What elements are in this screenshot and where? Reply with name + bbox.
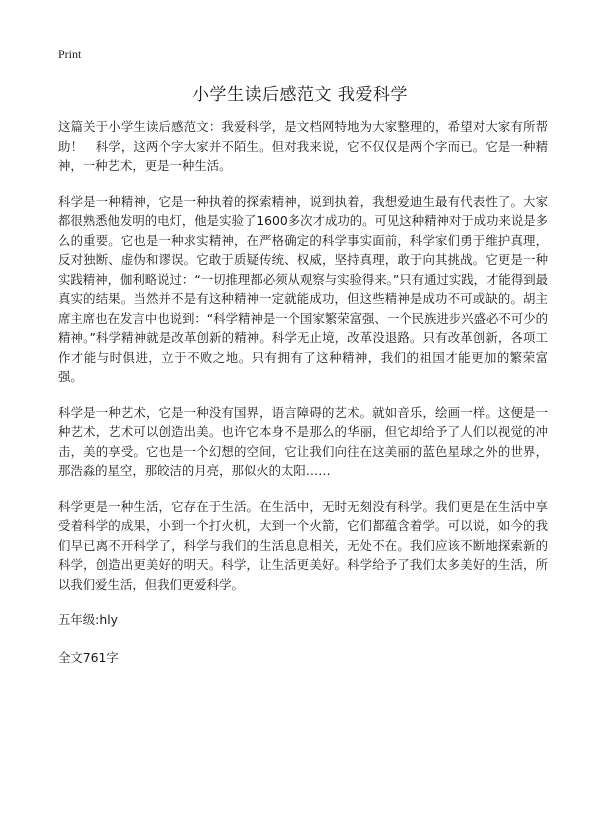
article-paragraph-intro: 这篇关于小学生读后感范文：我爱科学，是文档网特地为大家整理的，希望对大家有所帮助！ 科学，这两个字大家并不陌生。但对我来说，它不仅仅是两个字而已。它是一种精神，一种艺术，更是一种生活。: [58, 119, 548, 173]
article-paragraph-art: 科学是一种艺术，它是一种没有国界，语言障碍的艺术。就如音乐，绘画一样。这便是一种艺术，艺术可以创造出美。也许它本身不是那么的华丽，但它却给予了人们以视觉的冲击，美的享受。它也是一个幻想的空间，它让我们向往在这美丽的蓝色星球之外的世界，那浩淼的星空，那皎洁的月亮，那似火的太阳……: [58, 404, 548, 478]
word-count: 全文761字: [58, 649, 119, 665]
print-link[interactable]: Print: [58, 47, 82, 61]
article-paragraph-spirit: 科学是一种精神，它是一种执着的探索精神，说到执着，我想爱迪生最有代表性了。大家都很熟悉他发明的电灯，他是实验了1600多次才成功的。可见这种精神对于成功来说是多么的重要。它也是一种求实精神，在严格确定的科学事实面前，科学家们勇于维护真理，反对独断、虚伪和谬误。它敢于质疑传统、权威，坚持真理，敢于向其挑战。它更是一种实践精神，伽利略说过：“一切推理都必须从观察与实验得来。”只有通过实践，才能得到最真实的结果。当然并不是有这种精神一定就能成功，但这些精神是成功不可或缺的。胡主席主席也在发言中也说到：“科学精神是一个国家繁荣富强、一个民族进步兴盛必不可少的精神。”科学精神就是改革创新的精神。科学无止境，改革没退路。只有改革创新，各项工作才能与时俱进，立于不败之地。只有拥有了这种精神，我们的祖国才能更加的繁荣富强。: [58, 193, 548, 384]
article-title: 小学生读后感范文 我爱科学: [192, 85, 408, 105]
article-body: [58, 117, 548, 667]
author-signature: 五年级:hly: [58, 612, 118, 627]
article-paragraph-life: 科学更是一种生活，它存在于生活。在生活中，无时无刻没有科学。我们更是在生活中享受着科学的成果，小到一个打火机，大到一个火箭，它们都蕴含着学。可以说，如今的我们早已离不开科学了，科学与我们的生活息息相关，无处不在。我们应该不断地探索新的科学，创造出更美好的明天。科学，让生活更美好。科学给予了我们太多美好的生活，所以我们爱生活，但我们更爱科学。: [58, 498, 548, 592]
